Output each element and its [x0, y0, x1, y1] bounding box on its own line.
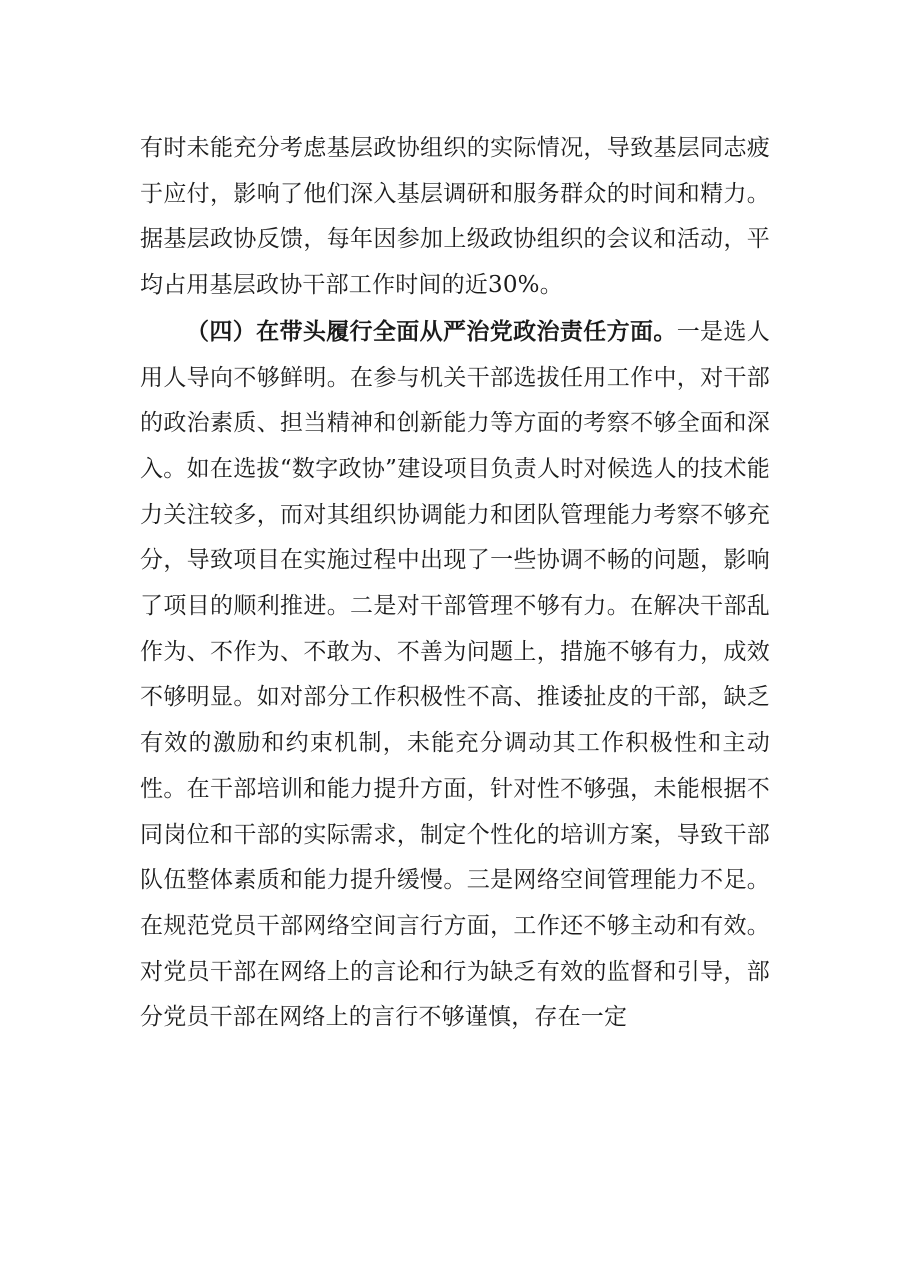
section-body: 一是选人用人导向不够鲜明。在参与机关干部选拔任用工作中，对干部的政治素质、担当精神和创新能力等方面的考察不够全面和深入。如在选拔“数字政协”建设项目负责人时对候选人的技术能力关注较多，而对其组织协调能力和团队管理能力考察不够充分，导致项目在实施过程中出现了一些协调不畅的问题，影响了项目的顺利推进。二是对干部管理不够有力。在解决干部乱作为、不作为、不敢为、不善为问题上，措施不够有力，成效不够明显。如对部分工作积极性不高、推诿扯皮的干部，缺乏有效的激励和约束机制，未能充分调动其工作积极性和主动性。在干部培训和能力提升方面，针对性不够强，未能根据不同岗位和干部的实际需求，制定个性化的培训方案，导致干部队伍整体素质和能力提升缓慢。三是网络空间管理能力不足。在规范党员干部网络空间言行方面，工作还不够主动和有效。对党员干部在网络上的言论和行为缺乏有效的监督和引导，部分党员干部在网络上的言行不够谨慎，存在一定 [140, 318, 770, 1031]
paragraph-section-four [140, 309, 770, 1041]
document-body [140, 126, 770, 1041]
paragraph-continuation: 有时未能充分考虑基层政协组织的实际情况，导致基层同志疲于应付，影响了他们深入基层调研和服务群众的时间和精力。据基层政协反馈，每年因参加上级政协组织的会议和活动，平均占用基层政协干部工作时间的近30%。 [140, 135, 770, 299]
section-heading: （四）在带头履行全面从严治党政治责任方面。 [186, 317, 677, 345]
